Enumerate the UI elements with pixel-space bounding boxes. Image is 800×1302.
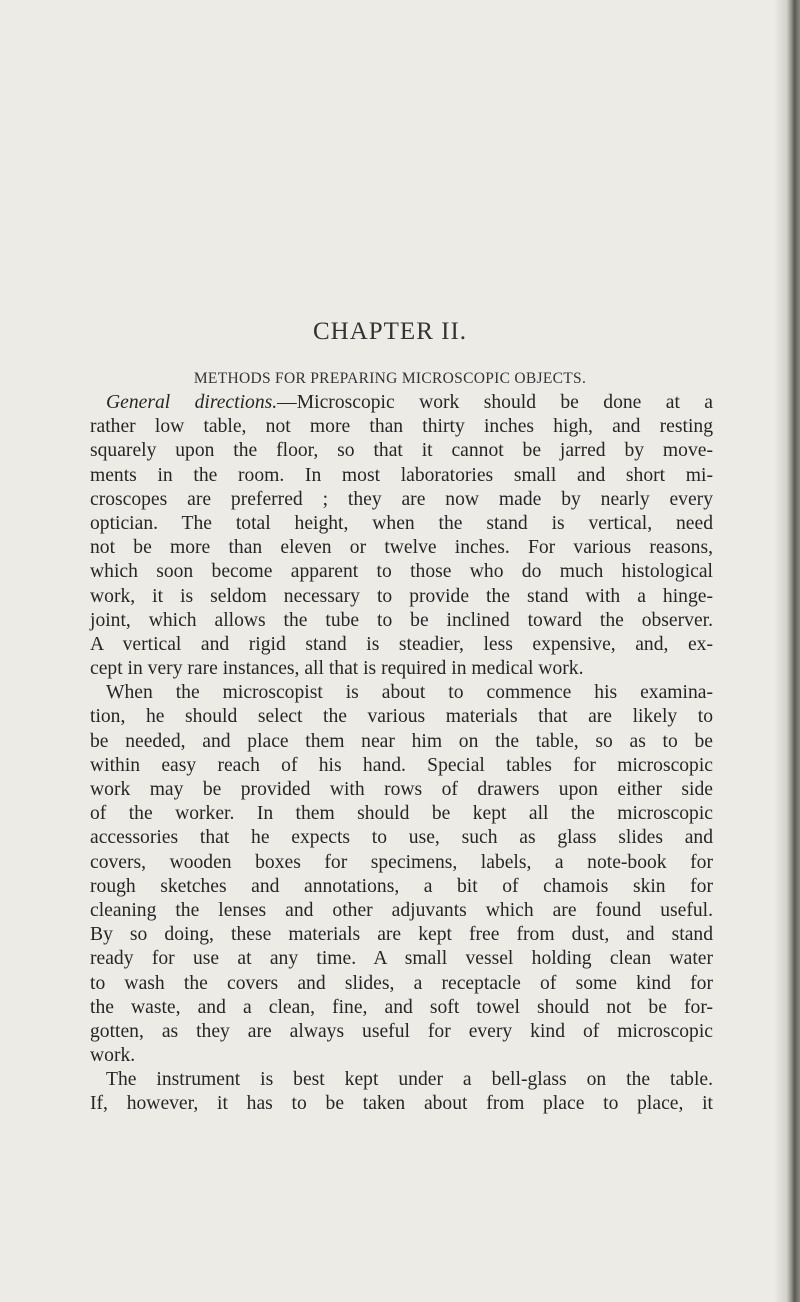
text-line: ments in the room. In most laboratories small and short mi- xyxy=(90,464,713,486)
paragraph-lead: General directions. xyxy=(106,392,278,413)
text-line: covers, wooden boxes for specimens, labels, a note-book for xyxy=(90,851,713,873)
text-line: rough sketches and annotations, a bit of chamois skin for xyxy=(90,875,713,897)
text-line: accessories that he expects to use, such as glass slides and xyxy=(90,827,713,849)
page-edge-shadow xyxy=(774,0,786,1302)
text-line: rather low table, not more than thirty inches high, and resting xyxy=(90,416,713,438)
text-line: joint, which allows the tube to be inclined toward the observer. xyxy=(90,609,713,631)
text-line: If, however, it has to be taken about from place to place, it xyxy=(90,1093,713,1115)
text-line: A vertical and rigid stand is steadier, less expensive, and, ex- xyxy=(90,633,713,655)
text-line: of the worker. In them should be kept all the microscopic xyxy=(90,803,713,825)
text-line: By so doing, these materials are kept free from dust, and stand xyxy=(90,924,713,946)
body-text xyxy=(90,391,713,1117)
text-line: work. xyxy=(90,1045,136,1067)
text-line-content: —Microscopic work should be done at a xyxy=(277,392,713,413)
text-line: work, it is seldom necessary to provide the stand with a hinge- xyxy=(90,585,713,607)
text-line: cleaning the lenses and other adjuvants which are found useful. xyxy=(90,899,713,921)
text-line: cept in very rare instances, all that is required in medical work. xyxy=(90,658,584,680)
text-line: the waste, and a clean, fine, and soft towel should not be for- xyxy=(90,996,713,1018)
text-line: gotten, as they are always useful for every kind of microscopic xyxy=(90,1020,713,1042)
text-line: When the microscopist is about to commence his examina- xyxy=(106,682,713,704)
text-line: to wash the covers and slides, a receptacle of some kind for xyxy=(90,972,713,994)
text-line: tion, he should select the various materials that are likely to xyxy=(90,706,713,728)
chapter-title: CHAPTER II. xyxy=(312,318,468,345)
text-line: work may be provided with rows of drawers upon either side xyxy=(90,779,713,800)
text-line: within easy reach of his hand. Special tables for microscopic xyxy=(90,754,713,776)
text-line: squarely upon the floor, so that it cannot be jarred by move- xyxy=(90,440,713,462)
page-edge xyxy=(786,0,800,1302)
text-line: which soon become apparent to those who do much histological xyxy=(90,561,713,583)
text-line: ready for use at any time. A small vessel holding clean water xyxy=(90,948,713,970)
text-line: croscopes are preferred ; they are now made by nearly every xyxy=(90,488,713,510)
text-line: The instrument is best kept under a bell-glass on the table. xyxy=(106,1069,713,1091)
text-line: optician. The total height, when the stand is vertical, need xyxy=(90,512,713,534)
section-title: METHODS FOR PREPARING MICROSCOPIC OBJECTS. xyxy=(193,370,587,387)
text-line xyxy=(90,391,713,415)
text-line: be needed, and place them near him on the table, so as to be xyxy=(90,730,713,752)
text-line: not be more than eleven or twelve inches. For various reasons, xyxy=(90,537,713,559)
